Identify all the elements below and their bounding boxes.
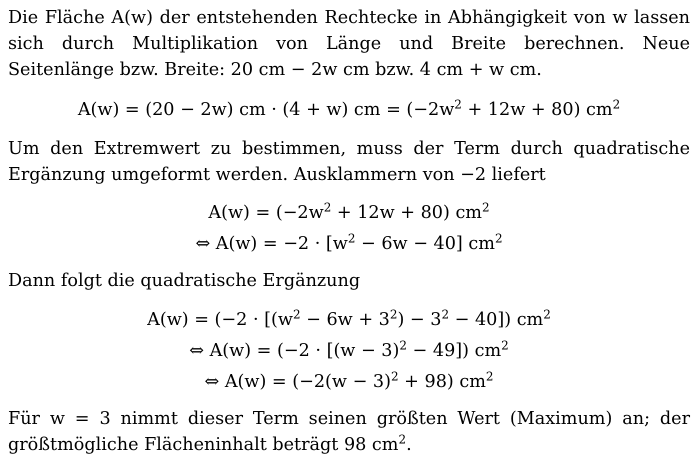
equation-vertex-form: ⇔ $A(w) = (-2(w - 3)^2 + 98)$ $cm^2$ <box>204 369 494 392</box>
paragraph-completing-square-intro: Dann folgt die quadratische Ergänzung <box>8 271 361 291</box>
equation-expanded-form: $A(w) = (-2w^2 + 12w + 80)$ $cm^2$ <box>208 200 490 223</box>
equation-block-completing-square <box>8 305 690 398</box>
paragraph-conclusion: Für w = 3 nimmt dieser Term seinen größten Wert (Maximum) an; der größtmögliche Flächeninhalt beträgt 98 $cm^2$. <box>8 409 690 455</box>
equation-square-step-1: $A(w) = (-2 \cdot [(w^2 - 6w + 3^2) - 3^2 - 40])$ $cm^2$ <box>147 307 551 330</box>
document-page <box>8 5 690 458</box>
paragraph-extremum-intro: Um den Extremwert zu bestimmen, muss der Term durch quadratische Ergänzung umgeformt werden. Ausklammern von −2 liefert <box>8 139 690 185</box>
equation-area-product: A(w) = (20 − 2w) cm · (4 + w) cm = $(-2w^2 + 12w + 80)$ $cm^2$ <box>77 97 621 120</box>
paragraph-area-function: Die Fläche A(w) der entstehenden Rechtecke in Abhängigkeit von w lassen sich durch Multiplikation von Länge und Breite berechnen. Neue Seitenlänge bzw. Breite: 20 cm − 2w cm bzw. 4 cm + w cm. <box>8 8 690 80</box>
equation-factored-form: ⇔ $A(w) = -2 \cdot [w^2 - 6w - 40]$ $cm^2$ <box>195 231 503 254</box>
equation-block-area <box>8 95 690 126</box>
equation-block-factor-out <box>8 198 690 260</box>
equation-square-step-2: ⇔ $A(w) = (-2 \cdot [(w - 3)^2 - 49])$ $cm^2$ <box>189 338 509 361</box>
